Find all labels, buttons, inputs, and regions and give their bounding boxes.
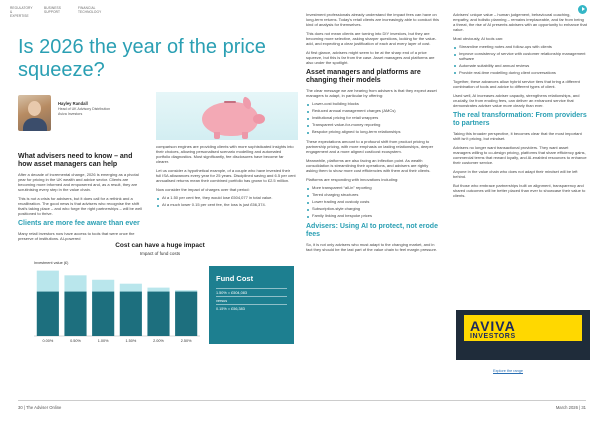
section-heading: Clients are more fee aware than ever: [18, 220, 140, 227]
paragraph: Together, these advances allow hybrid service tiers that bring a different combination of tools and advice to different types of client.: [453, 79, 580, 90]
paragraph: Meanwhile, platforms are also facing an inflection point. As wealth consolidation is streamlining their operations, and advisers are rightly asking them to show more cost efficiencies with them and their clients.: [306, 157, 431, 173]
paragraph: Advisers no longer want transactional providers. They want asset managers willing to co-design pricing, platforms that share efficiency gains, commercial terms that reward loyalty, and AI-enabled resources to enhance their customer service.: [453, 145, 587, 166]
bar-upper-segment: [64, 275, 86, 291]
author-name: Hayley Randall: [58, 101, 88, 106]
footer-right: March 2026 | 31: [555, 405, 586, 410]
list-item: Improve consistency of service with customer relationship management software: [453, 52, 587, 61]
list-item: Automate suitability and annual reviews: [453, 64, 587, 69]
piggy-bank-leg: [214, 132, 220, 139]
article-column-3: [306, 12, 440, 256]
fund-card-line: 0.15% = £56,383: [216, 304, 287, 312]
bar-lower-segment: [37, 292, 59, 336]
list-item: At a much lower 0.15 per cent fee, the loss is just £56,374.: [156, 203, 296, 208]
article-column-1: [18, 150, 144, 245]
bar-lower-segment: [147, 292, 169, 336]
section-heading: Asset managers and platforms are changing their models: [306, 69, 421, 84]
aviva-advert[interactable]: [456, 310, 590, 360]
page-title: Is 2026 the year of the price squeeze?: [18, 36, 266, 81]
list-item: Reduced annual management charges (AMCs): [306, 109, 440, 114]
chart-subtitle: Impact of fund costs: [139, 251, 181, 256]
paragraph: Used well, AI increases adviser capacity, strengthens relationships, and crucially, far from eroding fees, can deliver an enhanced service that demonstrates adviser value more clearly than ever.: [453, 93, 580, 109]
paragraph: So, it is not only advisers who must adapt to the changing market, and in fact they should be the last part of the value chain to feel margin pressure.: [306, 241, 438, 252]
paragraph: The clear message we are hearing from advisers is that they expect asset managers to adapt, in particular by offering:: [306, 88, 437, 98]
x-tick-label: 2.00%: [153, 339, 164, 343]
x-tick-label: 0.00%: [42, 339, 54, 343]
x-tick-label: 2.50%: [180, 339, 192, 343]
paragraph: These expectations amount to a profound shift from product pricing to partnership pricing, with more emphasis on lasting relationships, deeper engagement and a more aligned cost/cost ecosystem.: [306, 138, 434, 154]
paragraph: Let us consider a hypothetical example, of a couple who have invested their full ISA allowances every year for 25 years. Disciplined saving and 6.5 per cent annualised returns mean their combined portfolio has grown to £2.5 million.: [156, 168, 296, 183]
author-role: [58, 107, 148, 116]
nav-item-business[interactable]: BUSINESS SUPPORT: [44, 6, 61, 14]
bar-upper-segment: [37, 271, 59, 292]
fund-cost-chart: [24, 242, 296, 354]
list-item: Lower trading and custody costs: [306, 200, 440, 205]
list-item: Bespoke pricing aligned to long-term relationships: [306, 130, 440, 135]
section-heading: The real transformation: From providers to partners: [453, 112, 587, 128]
x-tick-label: 0.50%: [70, 339, 81, 343]
paragraph: Taking this broader perspective, it becomes clear that the most important shift isn't pricing, but mindset.: [453, 131, 582, 142]
bullet-list: [306, 186, 440, 219]
section-heading: What advisers need to know – and how asset managers can help: [18, 153, 133, 168]
paragraph: Investment professionals already understand the impact fees can have on long-term returns. Today's retail clients are increasingly able to conduct this kind of analysis for themselves.: [306, 12, 439, 27]
fund-card-title: Fund Cost: [216, 274, 254, 283]
author-title: Head of UK Advisory Distribution: [58, 107, 111, 111]
y-axis-label: Investment value (£): [34, 261, 69, 265]
bar-upper-segment: [175, 290, 197, 291]
list-item: More transparent “all-in” reporting: [306, 186, 440, 191]
aviva-logo-subtext: INVESTORS: [470, 333, 516, 340]
paragraph: This is not a crisis for advisers, but it does call for a rethink and a recalibration. The good news is that advisers who recognise the shift that's taking place – and who forge the right partnerships – will be well positioned to thrive.: [18, 196, 142, 216]
author-byline: [18, 95, 148, 135]
paragraph: comparison engines are providing clients with more sophisticated insights into their choices, allowing personalised scenario modelling and automated portfolio diagnostics. Most significantly, fee disclosures have become far clearer.: [156, 144, 294, 164]
piggy-bank-leg: [242, 132, 248, 139]
paragraph: After a decade of incremental change, 2026 is emerging as a pivotal year for pricing in the UK wealth and advice sector. Clients are becoming more informed and empowered and, as a result, they are scrutinising every step in the value chain.: [18, 172, 139, 192]
author-avatar: [18, 95, 51, 131]
paragraph: Anyone in the value chain who does not adapt their mindset will be left behind.: [453, 169, 578, 180]
piggy-bank-snout: [253, 114, 265, 124]
paragraph: Now consider the impact of charges over that period:: [156, 187, 250, 192]
list-item: Institutional pricing for retail wrappers: [306, 116, 440, 121]
fund-cost-card: [209, 266, 294, 344]
bar-lower-segment: [92, 292, 114, 336]
explore-range-link[interactable]: Explore the range: [493, 369, 523, 373]
paragraph: Advisers' unique value – human judgement, behavioural coaching, empathy, and holistic planning – remains irreplaceable, and far from being a threat, the rise of AI presents advisers with an opportunity to enhance that value.: [453, 12, 587, 32]
x-tick-label: 1.50%: [125, 339, 137, 343]
paragraph: Most obviously, AI tools can:: [453, 36, 504, 41]
bar-chart: [24, 258, 206, 348]
coin-slot: [224, 101, 236, 103]
footer-left: 30 | The Adviser Online: [18, 405, 62, 410]
aviva-logo: [464, 315, 582, 341]
bullet-list: [156, 196, 296, 208]
bar-lower-segment: [120, 292, 142, 336]
bar-upper-segment: [120, 284, 142, 292]
paragraph: Many retail investors now have access to tools that were once the preserve of institutions. AI-powered: [18, 231, 135, 241]
x-tick-label: 1.00%: [97, 339, 109, 343]
paragraph: Platforms are responding with innovations including:: [306, 176, 399, 182]
bullet-list: [453, 45, 587, 75]
bar-lower-segment: [64, 292, 86, 336]
bar-upper-segment: [147, 288, 169, 292]
nav-item-regulatory[interactable]: REGULATORY & EXPERTISE: [10, 6, 33, 18]
section-nav: [10, 6, 102, 18]
list-item: Provide real-time modelling during client conversations: [453, 71, 587, 76]
list-item: Family linking and bespoke prices: [306, 214, 440, 219]
article-column-2: [156, 144, 296, 212]
nav-item-fintech[interactable]: FINANCIAL TECHNOLOGY: [78, 6, 102, 14]
author-company: Aviva Investors: [58, 111, 83, 116]
chart-title: Cost can have a huge impact: [115, 242, 205, 249]
paragraph: At first glance, advisers might seem to be at the sharp end of a price squeeze, but this is far from the case. Asset managers and platforms are also under the spotlight.: [306, 50, 435, 65]
list-item: Streamline meeting notes and follow-ups with clients: [453, 45, 587, 50]
list-item: At a 1.50 per cent fee, they would lose £504,077 in total value.: [156, 196, 296, 201]
piggy-bank-image: [156, 92, 298, 140]
bar-upper-segment: [92, 280, 114, 292]
list-item: Subscription-style charging: [306, 207, 440, 212]
list-item: Transparent value-for-money reporting: [306, 123, 440, 128]
list-item: Tiered charging structures: [306, 193, 440, 198]
footer-divider: [18, 400, 586, 401]
section-heading: Advisers: Using AI to protect, not erode fees: [306, 222, 438, 238]
fund-card-line: versus: [216, 296, 287, 304]
bullet-list: [306, 102, 440, 135]
fund-card-line: 1.50% = £504,083: [216, 288, 287, 296]
paragraph: But those who embrace partnerships built on alignment, transparency and shared outcomes will be better placed than ever to showcase their value to clients.: [453, 183, 586, 199]
article-column-4: [453, 12, 587, 202]
list-item: Lower-cost building blocks: [306, 102, 440, 107]
bar-lower-segment: [175, 292, 197, 336]
aviva-logo-text: AVIVA: [470, 318, 516, 334]
paragraph: This does not mean clients are turning into DIY investors, but they are becoming more selective, asking sharper questions, looking for the value-add, and expecting a clear justification of each and every layer of cost.: [306, 31, 437, 46]
